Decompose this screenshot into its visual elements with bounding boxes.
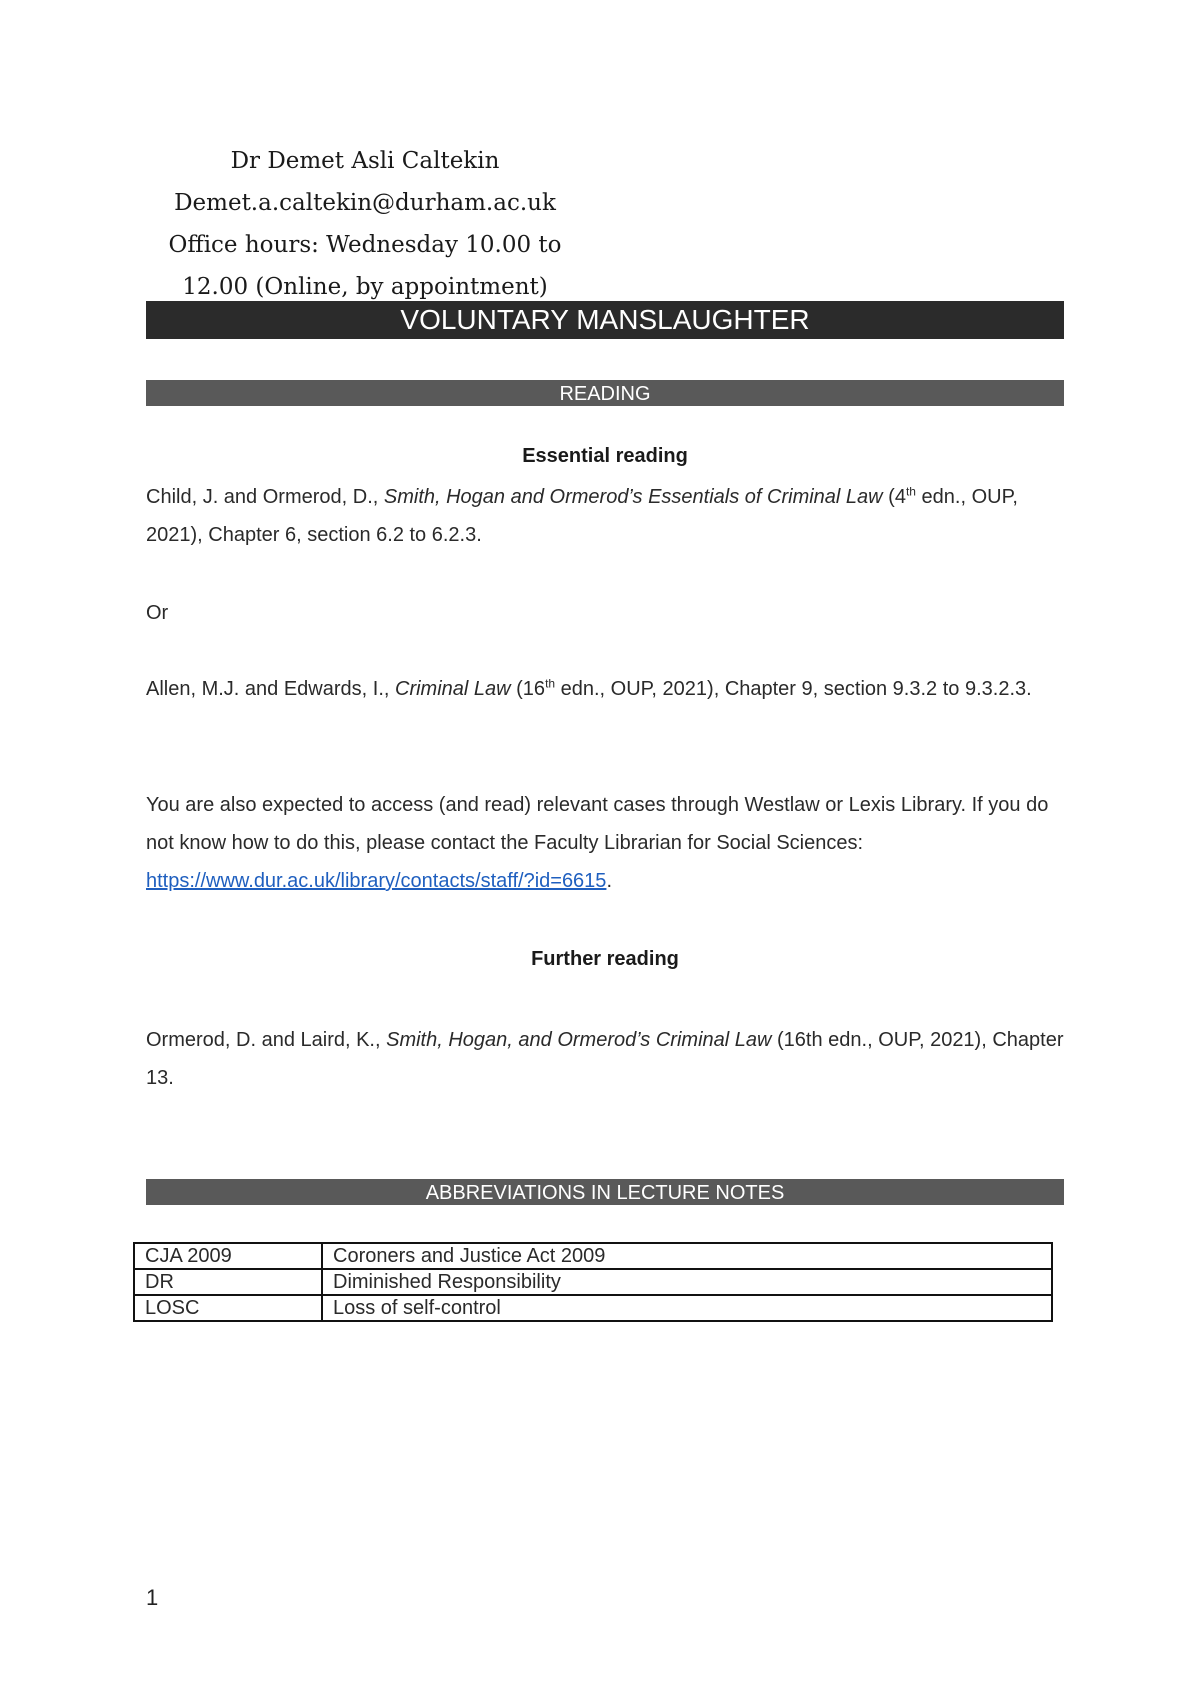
meaning-cell: Coroners and Justice Act 2009 [322,1243,1052,1269]
abbreviation-cell: DR [134,1269,322,1295]
citation-superscript: th [545,676,556,691]
office-hours-line1: Office hours: Wednesday 10.00 to [168,232,562,258]
library-note-end: . [606,870,612,892]
author-email: Demet.a.caltekin@durham.ac.uk [174,190,556,216]
table-row [134,1269,1052,1295]
librarian-contact-link[interactable]: https://www.dur.ac.uk/library/contacts/staff/?id=6615 [146,870,607,892]
essential-reading-item-2 [146,670,1064,708]
abbreviation-cell: LOSC [134,1295,322,1321]
library-access-note [146,786,1064,900]
further-reading-item-1 [146,1021,1064,1097]
citation-details: edn., OUP, 2021), Chapter 9, section 9.3.2 to 9.3.2.3. [555,678,1032,700]
citation-authors: Allen, M.J. and Edwards, I., [146,678,395,700]
essential-reading-heading: Essential reading [522,445,688,467]
document-title: VOLUNTARY MANSLAUGHTER [146,301,1064,339]
citation-title: Criminal Law [395,678,511,700]
library-note-text: You are also expected to access (and read) relevant cases through Westlaw or Lexis Library. If you do not know how to do this, please contact the Faculty Librarian for Social Sciences: [146,794,1049,854]
citation-authors: Ormerod, D. and Laird, K., [146,1029,387,1051]
further-reading-heading: Further reading [531,948,679,970]
table-row [134,1295,1052,1321]
essential-reading-item-1 [146,478,1064,554]
citation-title: Smith, Hogan and Ormerod’s Essentials of Criminal Law [383,486,883,508]
citation-superscript: th [905,484,916,499]
author-name: Dr Demet Asli Caltekin [230,148,500,174]
citation-details: edn., OUP, 2021), Chapter 6, section 6.2 to 6.2.3. [146,486,1018,546]
reading-section-heading: READING [146,380,1064,406]
abbreviation-cell: CJA 2009 [134,1243,322,1269]
abbreviations-table [133,1242,1053,1322]
or-separator: Or [146,602,169,624]
citation-edition: (4 [882,486,906,508]
citation-details: (16th edn., OUP, 2021), Chapter 13. [146,1029,1064,1089]
meaning-cell: Loss of self-control [322,1295,1052,1321]
citation-title: Smith, Hogan, and Ormerod’s Criminal Law [386,1029,772,1051]
office-hours-line2: 12.00 (Online, by appointment) [182,274,548,300]
abbreviations-section-heading: ABBREVIATIONS IN LECTURE NOTES [146,1179,1064,1205]
table-row [134,1243,1052,1269]
meaning-cell: Diminished Responsibility [322,1269,1052,1295]
page-number: 1 [146,1585,159,1610]
citation-authors: Child, J. and Ormerod, D., [146,486,384,508]
citation-edition: (16 [510,678,546,700]
